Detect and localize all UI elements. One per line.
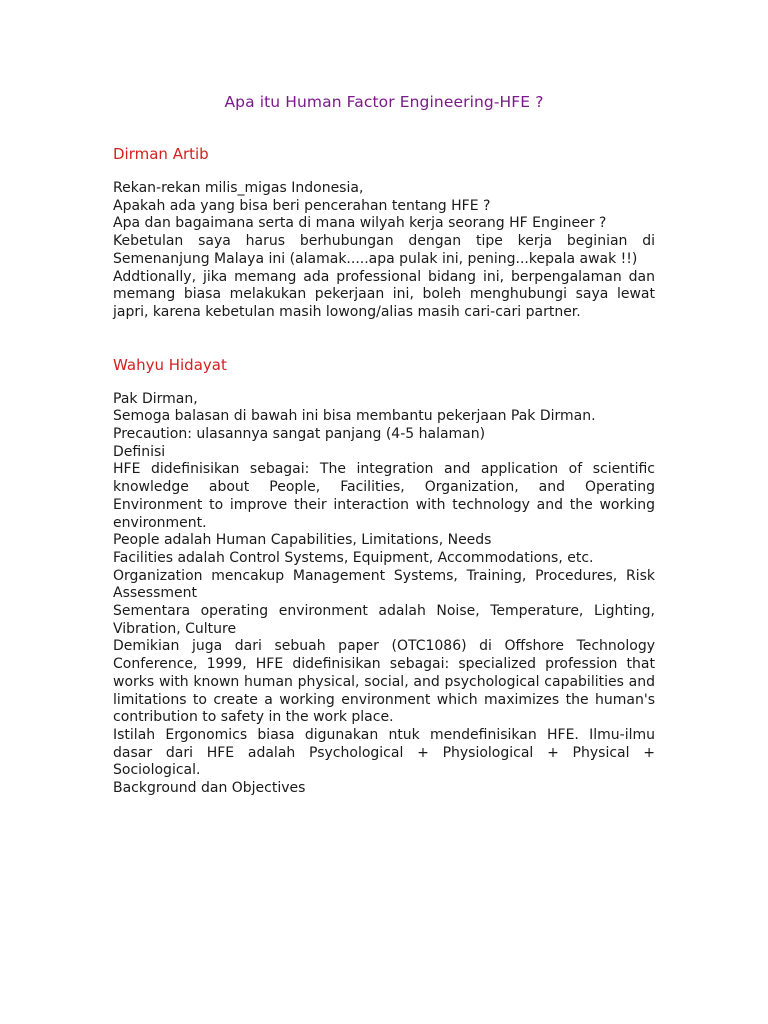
section-heading-background: Background dan Objectives bbox=[113, 780, 306, 797]
greeting-line: Apakah ada yang bisa beri pencerahan tentang HFE ? bbox=[113, 197, 491, 214]
intro-line: Pak Dirman, bbox=[113, 390, 198, 407]
document-title: Apa itu Human Factor Engineering-HFE ? bbox=[224, 93, 544, 111]
intro-line: Semoga balasan di bawah ini bisa membantu pekerjaan Pak Dirman. bbox=[113, 408, 596, 425]
author-wahyu-hidayat: Wahyu Hidayat bbox=[113, 355, 227, 374]
post1-greeting bbox=[113, 180, 655, 233]
post2-intro bbox=[113, 391, 655, 462]
intro-line: Precaution: ulasannya sangat panjang (4-5 halaman) bbox=[113, 426, 486, 443]
hfe-definition: HFE didefinisikan sebagai: The integration and application of scientific knowledge about People, Facilities, Organization, and Operating Environment to improve their interaction with technology and the working environment. bbox=[113, 461, 655, 531]
author-dirman-artib: Dirman Artib bbox=[113, 145, 209, 163]
intro-line: Definisi bbox=[113, 443, 166, 460]
definition-organization: Organization mencakup Management Systems, Training, Procedures, Risk Assessment bbox=[113, 567, 655, 602]
greeting-line: Rekan-rekan milis_migas Indonesia, bbox=[113, 180, 364, 196]
post1-paragraph-2: Addtionally, jika memang ada professional bidang ini, berpengalaman dan memang biasa melakukan pekerjaan ini, boleh menghubungi saya lewat japri, karena kebetulan masih lowong/alias masih cari-cari partner. bbox=[113, 268, 655, 320]
ergonomics-paragraph: Istilah Ergonomics biasa digunakan ntuk mendefinisikan HFE. Ilmu-ilmu dasar dari HFE adalah Psychological + Physiological + Physical + Sociological. bbox=[113, 726, 655, 779]
post1-paragraph-1: Kebetulan saya harus berhubungan dengan tipe kerja beginian di Semenanjung Malaya ini (alamak.....apa pulak ini, pening...kepala awak !!) bbox=[113, 233, 655, 267]
document-page bbox=[113, 93, 655, 798]
otc-paragraph: Demikian juga dari sebuah paper (OTC1086) di Offshore Technology Conference, 1999, HFE didefinisikan sebagai: specialized profession that works with known human physical, social, and psychological capabilities and limitations to create a working environment which maximizes the human's contribution to safety in the work place. bbox=[113, 638, 655, 726]
definition-people: People adalah Human Capabilities, Limitations, Needs bbox=[113, 532, 492, 549]
definition-environment: Sementara operating environment adalah Noise, Temperature, Lighting, Vibration, Culture bbox=[113, 603, 655, 637]
definition-facilities: Facilities adalah Control Systems, Equipment, Accommodations, etc. bbox=[113, 549, 594, 566]
greeting-line: Apa dan bagaimana serta di mana wilyah kerja seorang HF Engineer ? bbox=[113, 215, 607, 232]
